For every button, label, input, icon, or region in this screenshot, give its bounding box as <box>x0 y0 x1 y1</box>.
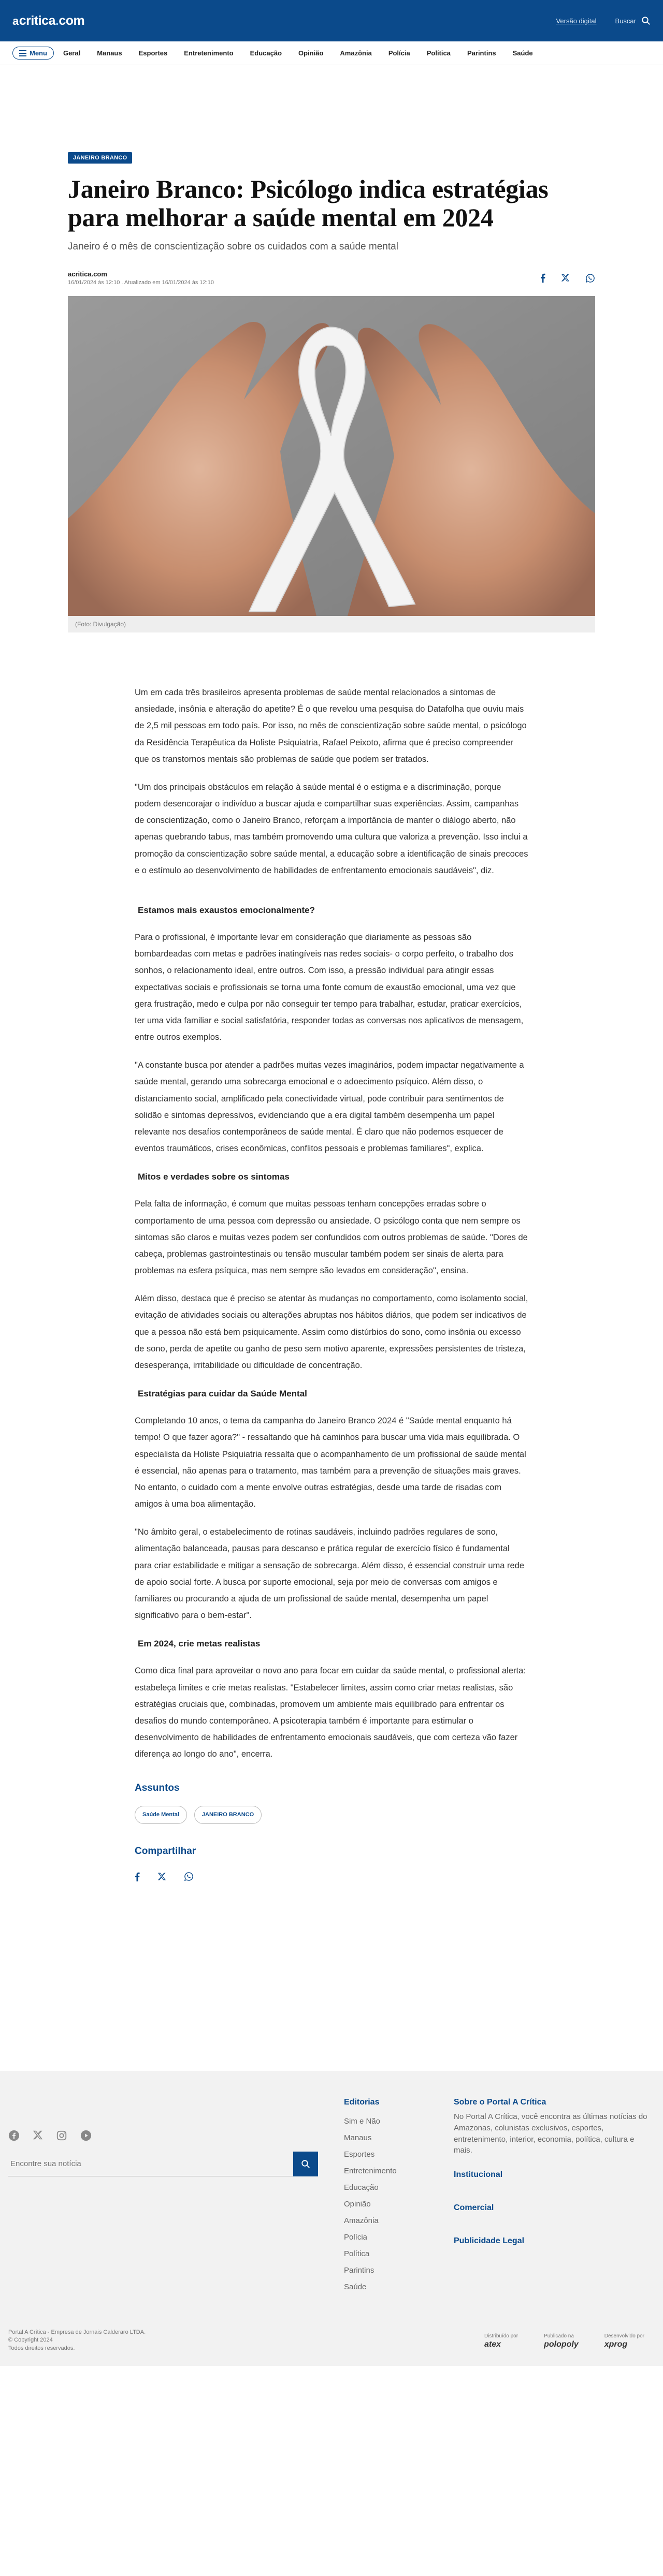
editorias-title: Editorias <box>344 2098 380 2107</box>
partner-name: atex <box>484 2340 501 2349</box>
nav-item-manaus[interactable] <box>97 49 122 58</box>
hero-figure <box>68 296 595 632</box>
paragraph: Além disso, destaca que é preciso se atentar às mudanças no comportamento, como isolamento social, evitação de atividades sociais ou alterações abruptas nos hábitos diários, que podem ser indicativos de que a pessoa não está bem psiquicamente. Assim como distúrbios do sono, como insônia ou excesso de sono, perda de apetite ou ganho de peso sem motivo aparente, expressões persistentes de tristeza, desesperança, irritabilidade ou dificuldade de concentração. <box>135 1294 528 1370</box>
nav-item-esportes[interactable] <box>139 49 168 58</box>
footer-link[interactable]: Manaus <box>344 2133 372 2143</box>
nav-items <box>63 49 533 58</box>
facebook-share-button[interactable] <box>540 273 545 283</box>
footer-link[interactable]: Política <box>344 2249 370 2259</box>
copyright-line: Todos direitos reservados. <box>8 2345 75 2351</box>
paragraph: Um em cada três brasileiros apresenta problemas de saúde mental relacionados a sintomas de ansiedade, insônia e alteração do apetite? É o que revelou uma pesquisa do Datafolha que ouviu mais de 2,5 mil pessoas em todo país. Por isso, no mês de conscientização sobre saúde mental, o psicólogo da Residência Terapêutica da Holiste Psiquiatria, Rafael Peixoto, afirma que é preciso compreender que os transtornos mentais são problemas de saúde que podem ser tratados. <box>135 688 527 764</box>
top-bar-actions <box>556 16 651 25</box>
image-caption: (Foto: Divulgação) <box>68 616 595 632</box>
footer-link[interactable]: Entretenimento <box>344 2167 397 2176</box>
section-heading: Estamos mais exaustos emocionalmente? <box>138 905 315 915</box>
article-meta <box>68 270 595 286</box>
article-header <box>68 152 595 632</box>
search-icon <box>301 2159 310 2169</box>
footer-link[interactable]: Polícia <box>344 2233 368 2242</box>
partner-label: Publicado na <box>544 2333 574 2339</box>
paragraph: Pela falta de informação, é comum que muitas pessoas tenham concepções erradas sobre o comportamento de uma pessoa com depressão ou ansiedade. O psicólogo conta que nem sempre os sintomas são claros e muitas vezes podem ser confundidos com outros problemas de saúde. "Dores de cabeça, problemas gastrointestinais ou tensão muscular também podem ser sinais de alerta para problemas na esfera psíquica, mas nem sempre são levados em consideração", ensina. <box>135 1199 528 1276</box>
whatsapp-icon <box>585 273 595 283</box>
tag-saude-mental[interactable]: Saúde Mental <box>135 1806 187 1824</box>
search-label: Buscar <box>615 17 636 25</box>
author: acritica.com <box>68 270 107 278</box>
nav-item-amazonia[interactable] <box>340 49 371 58</box>
nav-item-label: Parintins <box>467 49 496 57</box>
nav-item-label: Política <box>426 49 451 57</box>
logo-suffix: com <box>59 13 85 28</box>
footer-link[interactable]: Esportes <box>344 2150 375 2159</box>
paragraph: Como dica final para aproveitar o novo ano para focar em cuidar da saúde mental, o profissional alerta: estabeleça limites e crie metas realistas. "Estabelecer limites, assim como criar metas realistas, são estratégias cruciais que, combinadas, promovem um ambiente mais equilibrado para enfrentar os desafios do mundo contemporâneo. A psicoterapia também é importante para estimular o desenvolvimento de habilidades de enfrentamento emocionais saudáveis, que com certeza vão fazer diferença ao longo do ano", encerra. <box>135 1666 526 1759</box>
site-logo[interactable] <box>12 13 84 28</box>
footer-link[interactable]: Sim e Não <box>344 2117 381 2126</box>
versao-digital-link[interactable]: Versão digital <box>556 17 597 25</box>
section-heading: Em 2024, crie metas realistas <box>138 1639 261 1649</box>
section-heading: Estratégias para cuidar da Saúde Mental <box>138 1389 307 1399</box>
facebook-share-button[interactable] <box>135 1868 140 1885</box>
partner-name: xprog <box>604 2340 628 2349</box>
article-title: Janeiro Branco: Psicólogo indica estratégias para melhorar a saúde mental em 2024 <box>68 174 549 232</box>
tags-title: Assuntos <box>135 1782 180 1793</box>
copyright-line: Portal A Crítica - Empresa de Jornais Calderaro LTDA. <box>8 2329 146 2336</box>
whatsapp-share-button[interactable] <box>184 1868 194 1885</box>
youtube-link[interactable] <box>80 2130 92 2141</box>
byline <box>68 270 214 286</box>
partner-label: Distribuído por <box>484 2333 518 2339</box>
menu-button[interactable] <box>12 47 54 60</box>
about-title[interactable]: Sobre o Portal A Crítica <box>454 2098 546 2107</box>
nav-item-label: Saúde <box>512 49 533 57</box>
x-icon <box>561 273 570 282</box>
nav-item-label: Manaus <box>97 49 122 57</box>
nav-item-parintins[interactable] <box>467 49 496 58</box>
nav-item-politica[interactable] <box>427 49 451 58</box>
comercial-link[interactable]: Comercial <box>454 2203 494 2213</box>
footer-link[interactable]: Parintins <box>344 2266 374 2275</box>
paragraph: "A constante busca por atender a padrões muitas vezes imaginários, podem impactar negativamente a saúde mental, gerando uma sobrecarga emocional e o adoecimento psíquico. Além disso, o distanciamento social, amplificado pela conectividade virtual, pode contribuir para sentimentos de solidão e sintomas depressivos, evidenciando que a era digital também desempenha um papel relevante nos desafios contemporâneos de saúde mental. É claro que não podemos esquecer de eventos traumáticos, crises econômicas, conflitos pessoais e problemas familiares", explica. <box>135 1061 524 1154</box>
partner-polopoly[interactable] <box>544 2333 579 2349</box>
footer-search <box>8 2152 318 2176</box>
facebook-icon <box>540 273 545 283</box>
nav-item-policia[interactable] <box>388 49 410 58</box>
paragraph: Completando 10 anos, o tema da campanha do Janeiro Branco 2024 é "Saúde mental enquanto há tempo! O que fazer agora?" - ressaltando que há caminhos para buscar uma vida mais equilibrada. O especialista da Holiste Psiquiatria ressalta que o acompanhamento de um profissional de saúde mental é essencial, não apenas para o tratamento, mas também para a prevenção de situações mais graves. No entanto, o cuidado com a mente envolve outras estratégias, desde uma tarde de risadas com amigos à uma boa alimentação. <box>135 1416 526 1509</box>
menu-label: Menu <box>30 49 47 57</box>
main-nav <box>0 41 663 65</box>
footer-partners <box>484 2333 644 2349</box>
category-badge[interactable]: JANEIRO BRANCO <box>68 152 132 164</box>
publicidade-legal-link[interactable]: Publicidade Legal <box>454 2236 525 2246</box>
share-title: Compartilhar <box>135 1845 196 1857</box>
footer-link[interactable]: Amazônia <box>344 2216 379 2226</box>
search-icon <box>641 16 651 25</box>
nav-item-opiniao[interactable] <box>298 49 323 58</box>
ad-spacer <box>0 65 663 152</box>
section-heading: Mitos e verdades sobre os sintomas <box>138 1172 290 1182</box>
footer-content <box>0 2098 663 2331</box>
copyright <box>8 2329 146 2352</box>
nav-item-label: Geral <box>63 49 81 57</box>
footer-search-input[interactable] <box>8 2152 293 2176</box>
x-share-button[interactable] <box>561 273 570 283</box>
nav-item-saude[interactable] <box>513 49 533 58</box>
top-bar <box>0 0 663 41</box>
x-share-button[interactable] <box>157 1868 166 1885</box>
nav-item-entretenimento[interactable] <box>184 49 233 58</box>
x-icon <box>33 2130 43 2140</box>
partner-name: polopoly <box>544 2340 579 2349</box>
ribbon-hands-illustration <box>68 296 595 616</box>
nav-item-label: Amazônia <box>340 49 372 57</box>
article-body <box>135 684 528 1885</box>
tag-janeiro-branco[interactable]: JANEIRO BRANCO <box>194 1806 262 1824</box>
about-text: No Portal A Crítica, você encontra as últimas notícias do Amazonas, colunistas exclusivos, esportes, entretenimento, interior, economia, política, cultura e mais. <box>454 2112 647 2155</box>
footer-link[interactable]: Saúde <box>344 2283 367 2292</box>
nav-item-label: Esportes <box>138 49 168 57</box>
footer-social <box>8 2130 92 2141</box>
nav-item-educacao[interactable] <box>250 49 282 58</box>
whatsapp-share-button[interactable] <box>585 273 595 283</box>
whatsapp-icon <box>184 1872 194 1881</box>
footer-editorias <box>344 2098 397 2295</box>
footer-link[interactable]: Educação <box>344 2183 379 2192</box>
x-link[interactable] <box>33 2130 43 2141</box>
hero-image <box>68 296 595 616</box>
footer-link[interactable]: Opinião <box>344 2200 371 2209</box>
paragraph: Para o profissional, é importante levar em consideração que diariamente as pessoas são bombardeadas com metas e padrões inatingíveis nas redes sociais- o corpo perfeito, o trabalho dos sonhos, o relacionamento ideal, entre outros. Com isso, a pressão individual para atingir essas expectativas sociais e profissionais se torna uma fonte comum de exaustão emocional, uma vez que gera frustração, medo e culpa por não conseguir ter tempo para trabalhar, estudar, praticar exercícios, ter uma vida familiar e social satisfatória, responder todas as conversas nos aplicativos de mensagem, entre outros exemplos. <box>135 933 524 1042</box>
publish-dates: 16/01/2024 às 12:10 . Atualizado em 16/01/2024 às 12:10 <box>68 279 214 286</box>
x-icon <box>157 1872 166 1881</box>
share-bottom <box>135 1868 528 1885</box>
logo-main: critica <box>19 13 55 28</box>
paragraph: "No âmbito geral, o estabelecimento de rotinas saudáveis, incluindo padrões regulares de sono, alimentação balanceada, pausas para descanso e prática regular de exercício físico é fundamental para criar estabilidade e mitigar a sensação de sobrecarga. Além disso, é essencial construir uma rede de apoio social forte. A busca por suporte emocional, seja por meio de conversas com amigos e familiares ou procurando a ajuda de um profissional de saúde mental, desempenha um papel significativo para o bem-estar". <box>135 1527 525 1621</box>
facebook-icon <box>8 2130 20 2141</box>
youtube-icon <box>80 2130 92 2141</box>
article-subtitle: Janeiro é o mês de conscientização sobre os cuidados com a saúde mental <box>68 241 398 252</box>
partner-label: Desenvolvido por <box>604 2333 644 2339</box>
nav-item-label: Polícia <box>388 49 410 57</box>
footer-about <box>454 2098 651 2246</box>
copyright-line: © Copyright 2024 <box>8 2337 53 2344</box>
partner-atex[interactable] <box>484 2333 518 2349</box>
logo-prefix: a <box>12 14 19 27</box>
search-button[interactable] <box>615 16 651 25</box>
nav-item-label: Opinião <box>298 49 324 57</box>
instagram-link[interactable] <box>56 2130 67 2141</box>
hamburger-icon <box>19 50 26 56</box>
facebook-link[interactable] <box>8 2130 20 2141</box>
nav-item-label: Educação <box>250 49 282 57</box>
facebook-icon <box>135 1872 140 1881</box>
partner-xprog[interactable] <box>604 2333 644 2349</box>
share-top <box>540 273 595 283</box>
nav-item-geral[interactable] <box>63 49 80 58</box>
paragraph: "Um dos principais obstáculos em relação à saúde mental é o estigma e a discriminação, porque podem desencorajar o indivíduo a buscar ajuda e compartilhar suas experiências. Assim, campanhas de conscientização, como o Janeiro Branco, reforçam a importância de manter o diálogo aberto, não apenas quebrando tabus, mas também promovendo uma cultura que valoriza a prevenção. Isso inclui a promoção da conscientização sobre saúde mental, a educação sobre a identificação de sinais precoces e o estímulo ao desenvolvimento de habilidades de enfrentamento emocionais saudáveis", diz. <box>135 782 528 875</box>
footer-search-button[interactable] <box>293 2152 318 2176</box>
logo-dot: . <box>55 13 59 28</box>
tags-list <box>135 1806 528 1824</box>
instagram-icon <box>56 2130 67 2141</box>
institucional-link[interactable]: Institucional <box>454 2170 503 2180</box>
nav-item-label: Entretenimento <box>184 49 234 57</box>
site-footer <box>0 2071 663 2366</box>
